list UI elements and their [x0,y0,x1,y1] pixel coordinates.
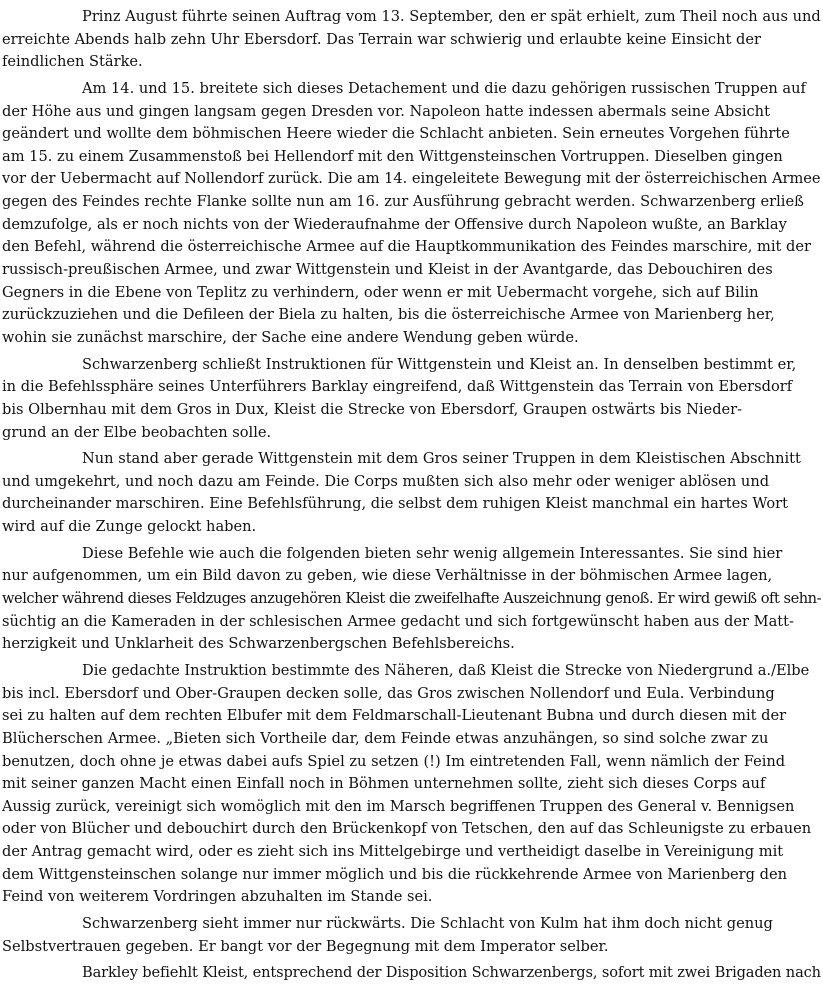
paragraph [2,448,821,539]
text-line: süchtig an die Kameraden in der schlesischen Armee gedacht und sich fortgewünscht haben aus der Matt- [2,612,794,630]
text-line: dem Wittgensteinschen solange nur immer möglich und bis die rückkehrende Armee von Marienberg den [2,865,788,883]
text-line: und umgekehrt, und noch dazu am Feinde. Die Corps mußten sich also mehr oder weniger ablösen und [2,472,770,490]
text-line: vor der Uebermacht auf Nollendorf zurück. Die am 14. eingeleitete Bewegung mit der österreichischen Armee [2,170,821,188]
text-line: der Antrag gemacht wird, oder es zieht sich ins Mittelgebirge und vertheidigt daselbe in Vereinigung mit [2,843,784,861]
text-line: erreichte Abends halb zehn Uhr Ebersdorf. Das Terrain war schwierig und erlaubte keine Einsicht der [2,30,761,48]
paragraph [2,913,821,958]
paragraph [2,78,821,350]
text-line: zurückzuziehen und die Defileen der Biela zu halten, bis die österreichische Armee von Marienberg her, [2,306,775,324]
text-line: bis incl. Ebersdorf und Ober-Graupen decken solle, das Gros zwischen Nollendorf und Eula. Verbindung [2,684,775,702]
paragraph [2,354,821,445]
text-line: Gegners in die Ebene von Teplitz zu verhindern, oder wenn er mit Uebermacht vorgehe, sich auf Bilin [2,283,759,301]
paragraph [2,6,821,74]
text-line: Selbstvertrauen gegeben. Er bangt vor der Begegnung mit dem Imperator selber. [2,937,609,955]
text-line: welcher während dieses Feldzuges anzugehören Kleist die zweifelhafte Auszeichnung genoß. Er wird gewiß oft sehn- [2,590,821,608]
text-line: Diese Befehle wie auch die folgenden bieten sehr wenig allgemein Interessantes. Sie sind hier [82,544,783,562]
text-line: sei zu halten auf dem rechten Elbufer mit dem Feldmarschall-Lieutenant Bubna und durch diesen mit der [2,707,787,725]
text-line: Aussig zurück, vereinigt sich womöglich mit den im Marsch begriffenen Truppen des General v. Bennigsen [2,797,795,815]
paragraph [2,660,821,909]
text-line: demzufolge, als er noch nichts von der Wiederaufnahme der Offensive durch Napoleon wußte, an Barklay [2,215,787,233]
text-line: Prinz August führte seinen Auftrag vom 13. September, den er spät erhielt, zum Theil noch aus und [82,8,821,25]
text-line: russisch-preußischen Armee, und zwar Wittgenstein und Kleist in der Avantgarde, das Debouchiren des [2,261,773,279]
text-line: nur aufgenommen, um ein Bild davon zu geben, wie diese Verhältnisse in der böhmischen Armee lagen, [2,567,773,585]
text-line: der Höhe aus und gingen langsam gegen Dresden vor. Napoleon hatte indessen abermals seine Absicht [2,102,770,120]
text-line: Blücherschen Armee. „Bieten sich Vortheile dar, dem Feinde etwas anzuhängen, so sind solche zwar zu [2,729,769,747]
text-line: feindlichen Stärke. [2,53,143,71]
text-line: benutzen, doch ohne je etwas dabei aufs Spiel zu setzen (!) Im eintretenden Fall, wenn nämlich der Feind [2,752,786,770]
text-line: durcheinander marschiren. Eine Befehlsführung, die selbst dem ruhigen Kleist manchmal ein hartes Wort [2,495,788,513]
text-line: wird auf die Zunge gelockt haben. [2,518,257,536]
text-line: oder von Blücher und debouchirt durch den Brückenkopf von Tetschen, den auf das Schleunigste zu erbauen [2,820,812,838]
text-line: am 15. zu einem Zusammenstoß bei Hellendorf mit den Wittgensteinschen Vortruppen. Dieselben gingen [2,147,783,165]
paragraph [2,962,821,985]
document-body [2,6,821,985]
text-line: in die Befehlssphäre seines Unterführers Barklay eingreifend, daß Wittgenstein das Terrain von Ebersdorf [2,378,793,396]
text-line: den Befehl, während die österreichische Armee auf die Hauptkommunikation des Feindes marschire, mit der [2,238,811,256]
text-line: Schwarzenberg schließt Instruktionen für Wittgenstein und Kleist an. In denselben bestimmt er, [82,355,797,373]
text-line: grund an der Elbe beobachten solle. [2,423,272,441]
paragraph [2,543,821,656]
text-line: Schwarzenberg sieht immer nur rückwärts. Die Schlacht von Kulm hat ihm doch nicht genug [82,914,773,932]
text-line: Feind von weiterem Vordringen abzuhalten im Stande sei. [2,888,433,906]
text-line: bis Olbernhau mit dem Gros in Dux, Kleist die Strecke von Ebersdorf, Graupen ostwärts bis Nieder- [2,400,743,418]
text-line: geändert und wollte dem böhmischen Heere wieder die Schlacht anbieten. Sein erneutes Vorgehen führte [2,125,790,143]
text-line: wohin sie zunächst marschire, der Sache eine andere Wendung geben würde. [2,328,579,346]
text-line: mit seiner ganzen Macht einen Einfall noch in Böhmen unternehmen sollte, zieht sich dieses Corps auf [2,775,766,793]
text-line: Nun stand aber gerade Wittgenstein mit dem Gros seiner Truppen in dem Kleistischen Abschnitt [82,450,801,468]
text-line: Barkley befiehlt Kleist, entsprechend der Disposition Schwarzenbergs, sofort mit zwei Brigaden nach [82,964,821,982]
text-line: gegen des Feindes rechte Flanke sollte nun am 16. zur Ausführung gebracht werden. Schwarzenberg erließ [2,193,804,211]
text-line: Die gedachte Instruktion bestimmte des Näheren, daß Kleist die Strecke von Niedergrund a./Elbe [82,661,810,679]
text-line: Am 14. und 15. breitete sich dieses Detachement und die dazu gehörigen russischen Truppen auf [82,79,806,97]
text-line: herzigkeit und Unklarheit des Schwarzenbergschen Befehlsbereichs. [2,635,515,653]
